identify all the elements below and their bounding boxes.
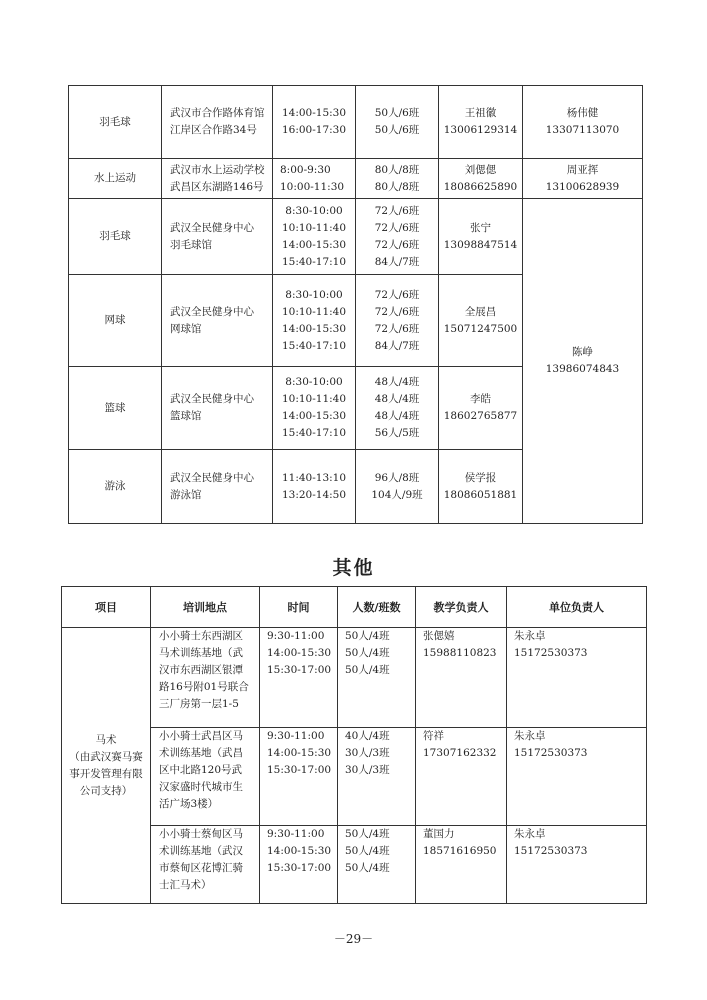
unit-cell [507, 628, 647, 728]
time-cell [273, 159, 356, 199]
header-project: 项目 [62, 587, 151, 628]
count-cell [356, 199, 439, 275]
count-value: 48人/4班 [374, 376, 420, 388]
time-value: 9:30-11:00 [267, 828, 325, 840]
teacher-phone: 13098847514 [443, 238, 518, 251]
count-value: 80人/8班 [374, 180, 420, 193]
header-teacher: 教学负责人 [416, 587, 507, 628]
venue-text: 小小骑士武昌区马术训练基地（武昌区中北路120号武汉家盛时代城市生活广场3楼） [159, 730, 243, 810]
equestrian-table [61, 586, 647, 904]
time-value: 14:00-15:30 [267, 845, 332, 857]
teacher-name: 刘偲偲 [464, 163, 497, 176]
venue-text: 小小骑士蔡甸区马术训练基地（武汉市蔡甸区花博汇骑士汇马术） [159, 828, 243, 891]
time-value: 14:00-15:30 [281, 238, 347, 251]
time-value: 11:40-13:10 [281, 471, 347, 484]
time-value: 9:30-11:00 [267, 730, 325, 742]
project-note: （由武汉赛马赛事开发管理有限公司支持） [69, 750, 143, 797]
time-value: 9:30-11:00 [267, 630, 325, 642]
count-value: 84人/7班 [374, 339, 420, 352]
project-cell: 羽毛球 [69, 199, 162, 275]
time-value: 14:00-15:30 [281, 410, 347, 422]
shared-unit-cell [523, 199, 643, 524]
count-value: 72人/6班 [374, 221, 420, 234]
count-value: 50人/4班 [345, 862, 390, 874]
count-cell [338, 826, 416, 904]
time-value: 10:10-11:40 [281, 393, 347, 405]
venue-cell [151, 628, 260, 728]
count-value: 50人/4班 [345, 630, 390, 642]
project-name: 马术 [95, 733, 117, 746]
venue-cell [162, 86, 273, 159]
header-time: 时间 [260, 587, 338, 628]
count-value: 40人/4班 [345, 730, 390, 742]
teacher-cell [439, 86, 523, 159]
count-cell [356, 159, 439, 199]
unit-cell [507, 728, 647, 826]
time-value: 15:30-17:00 [267, 664, 332, 676]
count-cell [356, 275, 439, 367]
venue-table [68, 85, 643, 524]
count-value: 72人/6班 [374, 288, 420, 301]
count-value: 80人/8班 [374, 163, 420, 176]
venue-line: 武汉市水上运动学校 [170, 163, 265, 176]
unit-phone: 15172530373 [514, 845, 588, 857]
count-value: 84人/7班 [374, 255, 420, 268]
teacher-name: 董国力 [423, 828, 455, 840]
time-value: 10:10-11:40 [281, 305, 347, 318]
time-value: 15:40-17:10 [281, 255, 347, 268]
count-value: 56人/5班 [374, 427, 420, 439]
time-cell [273, 367, 356, 450]
unit-phone: 15172530373 [514, 747, 588, 759]
teacher-phone: 13006129314 [443, 124, 518, 136]
venue-cell [162, 159, 273, 199]
time-cell [260, 728, 338, 826]
time-value: 15:40-17:10 [281, 339, 347, 352]
venue-cell [162, 199, 273, 275]
time-value: 10:00-11:30 [280, 180, 345, 193]
section-title: 其他 [332, 557, 375, 579]
time-value: 13:20-14:50 [281, 488, 347, 501]
venue-line: 武昌区东湖路146号 [170, 180, 264, 193]
unit-name: 陈峥 [572, 346, 593, 358]
time-cell [273, 275, 356, 367]
venue-cell [162, 367, 273, 450]
count-cell [338, 728, 416, 826]
count-value: 50人/6班 [374, 124, 420, 136]
count-value: 50人/4班 [345, 845, 390, 857]
count-value: 50人/6班 [374, 107, 420, 119]
count-value: 50人/4班 [345, 664, 390, 676]
unit-phone: 15172530373 [514, 647, 588, 659]
count-value: 72人/6班 [374, 204, 420, 217]
venue-cell [151, 728, 260, 826]
time-value: 8:00-9:30 [280, 163, 331, 176]
count-value: 50人/4班 [345, 828, 390, 840]
table-row [69, 86, 643, 159]
teacher-cell [416, 628, 507, 728]
teacher-name: 侯学报 [464, 471, 497, 484]
teacher-name: 王祖徽 [464, 107, 497, 119]
time-value: 15:40-17:10 [281, 427, 347, 439]
teacher-phone: 15988110823 [423, 647, 497, 659]
unit-name: 周亚挥 [566, 163, 599, 176]
project-cell [62, 628, 151, 904]
project-cell: 网球 [69, 275, 162, 367]
venue-cell [162, 450, 273, 524]
teacher-name: 张偲嬉 [423, 630, 455, 642]
teacher-cell [416, 728, 507, 826]
count-cell [356, 86, 439, 159]
count-value: 72人/6班 [374, 322, 420, 335]
time-value: 15:30-17:00 [267, 862, 332, 874]
table-row [62, 628, 647, 728]
count-value: 96人/8班 [374, 471, 420, 484]
unit-phone: 13307113070 [545, 124, 620, 136]
count-value: 48人/4班 [374, 393, 420, 405]
project-cell: 水上运动 [69, 159, 162, 199]
unit-name: 朱永卓 [514, 730, 546, 742]
header-venue: 培训地点 [151, 587, 260, 628]
time-value: 8:30-10:00 [285, 376, 343, 388]
header-unit: 单位负责人 [507, 587, 647, 628]
teacher-cell [439, 275, 523, 367]
venue-cell [151, 826, 260, 904]
count-value: 30人/3班 [345, 747, 390, 759]
time-cell [273, 86, 356, 159]
time-cell [273, 199, 356, 275]
time-value: 8:30-10:00 [285, 204, 343, 217]
time-value: 15:30-17:00 [267, 764, 332, 776]
teacher-name: 符祥 [423, 730, 444, 742]
table-header-row [62, 587, 647, 628]
unit-name: 朱永卓 [514, 828, 546, 840]
header-count: 人数/班数 [338, 587, 416, 628]
time-cell [260, 826, 338, 904]
count-cell [338, 628, 416, 728]
unit-phone: 13986074843 [545, 363, 620, 375]
teacher-phone: 18602765877 [443, 410, 518, 422]
teacher-phone: 17307162332 [423, 747, 497, 759]
count-value: 30人/3班 [345, 764, 390, 776]
time-cell [273, 450, 356, 524]
venue-text: 武汉全民健身中心游泳馆 [170, 471, 254, 501]
unit-name: 朱永卓 [514, 630, 546, 642]
teacher-cell [439, 159, 523, 199]
count-cell [356, 450, 439, 524]
time-value: 10:10-11:40 [281, 221, 347, 234]
unit-name: 杨伟健 [566, 107, 599, 119]
unit-cell [523, 159, 643, 199]
time-value: 14:00-15:30 [267, 747, 332, 759]
time-value: 16:00-17:30 [281, 124, 347, 136]
table-row [69, 159, 643, 199]
teacher-cell [439, 450, 523, 524]
unit-cell [523, 86, 643, 159]
project-cell: 羽毛球 [69, 86, 162, 159]
count-value: 72人/6班 [374, 238, 420, 251]
venue-text: 武汉全民健身中心羽毛球馆 [170, 221, 254, 251]
unit-phone: 13100628939 [545, 180, 620, 193]
teacher-name: 全展昌 [464, 305, 497, 318]
time-cell [260, 628, 338, 728]
project-cell: 游泳 [69, 450, 162, 524]
venue-cell [162, 275, 273, 367]
teacher-cell [439, 199, 523, 275]
unit-cell [507, 826, 647, 904]
teacher-name: 张宁 [470, 221, 491, 234]
time-value: 14:00-15:30 [267, 647, 332, 659]
venue-text: 武汉全民健身中心篮球馆 [170, 393, 254, 422]
teacher-name: 李皓 [470, 393, 491, 405]
teacher-phone: 15071247500 [443, 322, 518, 335]
teacher-phone: 18571616950 [423, 845, 497, 857]
count-cell [356, 367, 439, 450]
count-value: 104人/9班 [371, 488, 423, 501]
count-value: 50人/4班 [345, 647, 390, 659]
time-value: 14:00-15:30 [281, 107, 347, 119]
venue-text: 武汉全民健身中心网球馆 [170, 305, 254, 335]
page-number: －29－ [333, 932, 374, 946]
venue-text: 小小骑士东西湖区马术训练基地（武汉市东西湖区银潭路16号附01号联合三厂房第一层1-5 [159, 630, 249, 710]
teacher-phone: 18086051881 [443, 488, 518, 501]
project-cell: 篮球 [69, 367, 162, 450]
time-value: 14:00-15:30 [281, 322, 347, 335]
teacher-phone: 18086625890 [443, 180, 518, 193]
venue-line: 江岸区合作路34号 [170, 124, 257, 136]
count-value: 48人/4班 [374, 410, 420, 422]
time-value: 8:30-10:00 [285, 288, 343, 301]
table-row [69, 199, 643, 275]
count-value: 72人/6班 [374, 305, 420, 318]
teacher-cell [416, 826, 507, 904]
venue-line: 武汉市合作路体育馆 [170, 107, 265, 119]
teacher-cell [439, 367, 523, 450]
